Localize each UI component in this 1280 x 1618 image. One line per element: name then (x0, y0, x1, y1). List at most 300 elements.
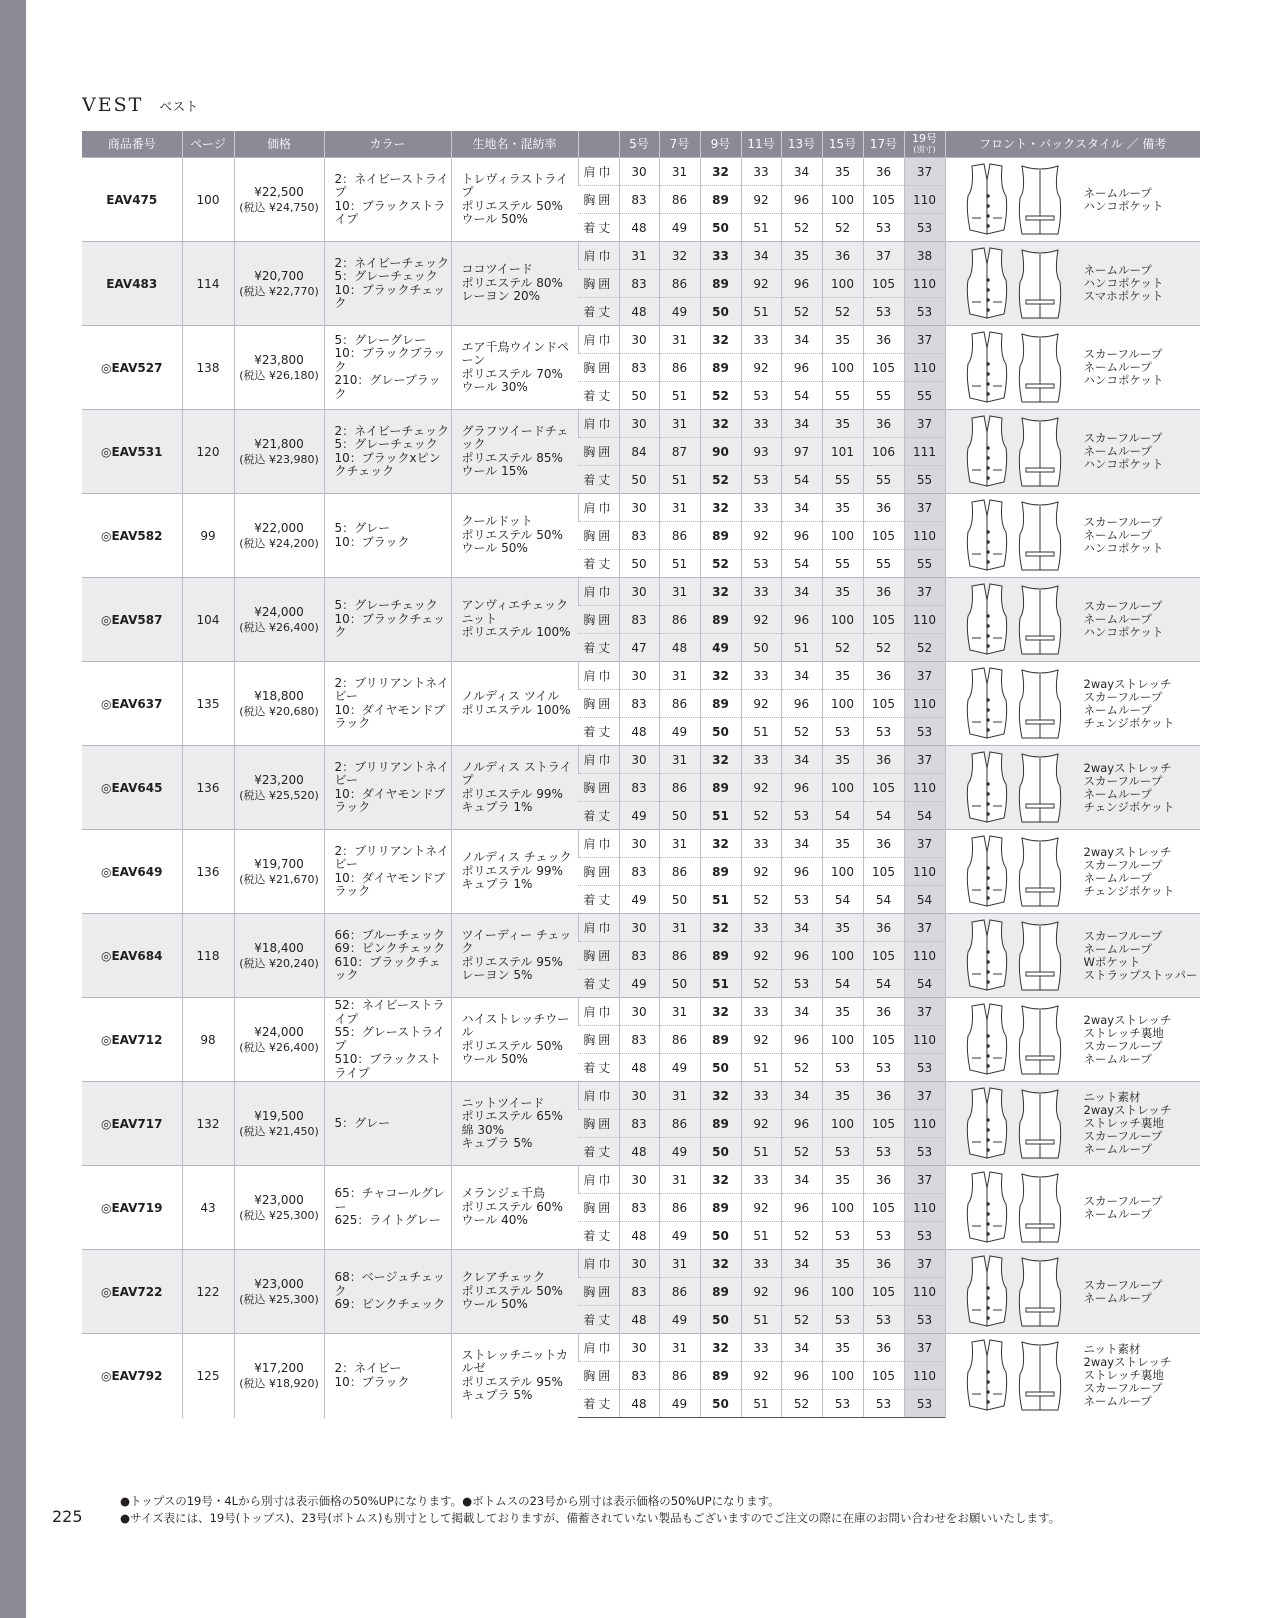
vest-drawing-icon (958, 580, 1068, 660)
size-value: 37 (904, 746, 945, 774)
fabric-item: クレアチェック (461, 1270, 546, 1285)
fabric-item: グラフツイードチェック (461, 423, 569, 451)
size-value: 30 (619, 998, 659, 1026)
size-value: 105 (863, 270, 904, 298)
vest-drawing-icon (958, 748, 1068, 828)
size-value: 34 (781, 326, 822, 354)
catalog-page: 138 (182, 326, 234, 410)
measure-label: 肩巾 (578, 830, 619, 858)
fabric-item: ノルディス チェック (461, 850, 572, 865)
catalog-page: 136 (182, 830, 234, 914)
style-cell (945, 914, 1200, 998)
size-value: 86 (659, 1110, 700, 1138)
notes-list (1068, 1343, 1172, 1408)
size-value: 49 (659, 298, 700, 326)
style-cell (945, 1250, 1200, 1334)
size-value: 55 (904, 550, 945, 578)
color-item: 5：グレーチェック (334, 437, 438, 451)
price-cell (234, 998, 324, 1082)
size-value: 53 (781, 802, 822, 830)
size-value: 110 (904, 942, 945, 970)
note-item: ネームループ (1083, 185, 1152, 200)
vest-drawing-icon (958, 496, 1068, 576)
measure-label: 肩巾 (578, 410, 619, 438)
notes-list (1068, 187, 1164, 213)
size-value: 53 (863, 1054, 904, 1082)
size-value: 105 (863, 522, 904, 550)
price-cell (234, 1334, 324, 1418)
fabric-list (451, 158, 578, 242)
fabric-item: ノルディス ツイル (461, 689, 560, 703)
size-value: 54 (904, 970, 945, 998)
size-value: 52 (822, 298, 863, 326)
size-value: 30 (619, 1250, 659, 1278)
size-value: 89 (700, 1278, 741, 1306)
product-code: ◎EAV531 (82, 410, 182, 494)
size-value: 49 (659, 214, 700, 242)
size-value: 51 (741, 214, 781, 242)
color-item: 5：グレー (334, 1115, 391, 1130)
size-value: 48 (619, 1054, 659, 1082)
size-value: 34 (781, 158, 822, 186)
size-value: 31 (659, 494, 700, 522)
fabric-list (451, 998, 578, 1082)
note-item: スカーフループ (1083, 599, 1163, 613)
color-list (324, 1082, 451, 1166)
size-value: 54 (781, 382, 822, 410)
price-cell (234, 578, 324, 662)
size-value: 92 (741, 774, 781, 802)
price-cell (234, 1250, 324, 1334)
size-value: 110 (904, 1026, 945, 1054)
size-value: 36 (863, 1250, 904, 1278)
size-value: 105 (863, 606, 904, 634)
size-value: 35 (822, 662, 863, 690)
header-size-5: 5号 (619, 131, 659, 158)
size-value: 53 (863, 1306, 904, 1334)
price: ¥22,000 (254, 520, 304, 535)
size-value: 30 (619, 326, 659, 354)
size-value: 32 (700, 494, 741, 522)
measure-label: 着丈 (578, 466, 619, 494)
price-cell (234, 326, 324, 410)
color-list (324, 410, 451, 494)
style-cell (945, 1334, 1200, 1418)
measure-label: 着丈 (578, 634, 619, 662)
note-item: ネームループ (1083, 870, 1152, 885)
color-list (324, 494, 451, 578)
fabric-item: ココツイード (461, 262, 533, 277)
style-cell (945, 1166, 1200, 1250)
size-value: 33 (741, 1166, 781, 1194)
size-value: 53 (741, 466, 781, 494)
color-item: 5：グレー (334, 521, 391, 535)
table-row (82, 242, 1200, 270)
product-code: ◎EAV792 (82, 1334, 182, 1418)
measure-label: 肩巾 (578, 494, 619, 522)
size-value: 86 (659, 690, 700, 718)
size-value: 31 (659, 578, 700, 606)
size-value: 32 (700, 830, 741, 858)
size-value: 100 (822, 1278, 863, 1306)
style-cell (945, 578, 1200, 662)
size-value: 34 (781, 746, 822, 774)
size-value: 33 (741, 326, 781, 354)
size-value: 52 (700, 466, 741, 494)
size-value: 52 (741, 802, 781, 830)
measure-label: 胸囲 (578, 1362, 619, 1390)
size-value: 89 (700, 942, 741, 970)
color-item: 10：ブラックチェック (334, 282, 446, 310)
product-block (82, 1082, 1200, 1166)
fabric-item: アンヴィエチェックニット (461, 598, 568, 626)
price-cell (234, 494, 324, 578)
notes-list (1068, 432, 1164, 471)
note-item: スカーフループ (1083, 1038, 1163, 1053)
page-title (82, 94, 198, 116)
color-item: 10：ダイヤモンドブラック (334, 870, 446, 898)
size-value: 89 (700, 858, 741, 886)
size-value: 89 (700, 690, 741, 718)
fabric-item: ポリエステル 50% (461, 1283, 563, 1298)
fabric-item: キュプラ 5% (461, 1136, 533, 1150)
size-value: 86 (659, 522, 700, 550)
measure-label: 肩巾 (578, 998, 619, 1026)
color-item: 2：ブリリアントネイビー (334, 675, 449, 703)
notes-list (1068, 1195, 1163, 1221)
size-value: 53 (781, 970, 822, 998)
size-value: 36 (863, 1334, 904, 1362)
footnote-1: ●トップスの19号・4Lから別寸は表示価格の50%UPになります。●ボトムスの23号から別寸は表示価格の50%UPになります。 (120, 1494, 780, 1508)
size-value: 83 (619, 1362, 659, 1390)
size-value: 30 (619, 1334, 659, 1362)
note-item: 2wayストレッチ (1083, 844, 1172, 859)
size-value: 34 (781, 1250, 822, 1278)
product-block (82, 578, 1200, 662)
fabric-item: ポリエステル 85% (461, 450, 563, 465)
size-value: 52 (781, 298, 822, 326)
size-value: 55 (863, 382, 904, 410)
measure-label: 着丈 (578, 1138, 619, 1166)
size-value: 100 (822, 942, 863, 970)
size-value: 52 (822, 634, 863, 662)
size-value: 96 (781, 942, 822, 970)
size-value: 55 (863, 466, 904, 494)
size-value: 53 (863, 1390, 904, 1418)
size-value: 96 (781, 774, 822, 802)
fabric-list (451, 494, 578, 578)
catalog-page: 98 (182, 998, 234, 1082)
size-value: 96 (781, 1110, 822, 1138)
size-value: 105 (863, 1194, 904, 1222)
table-row (82, 1082, 1200, 1110)
fabric-list (451, 410, 578, 494)
color-item: 10：ブラック (334, 1374, 410, 1389)
table-row (82, 830, 1200, 858)
product-block (82, 998, 1200, 1082)
size-value: 31 (659, 1250, 700, 1278)
size-value: 48 (659, 634, 700, 662)
measure-label: 肩巾 (578, 326, 619, 354)
fabric-item: キュプラ 5% (461, 1388, 533, 1403)
fabric-item: ウール 50% (461, 541, 528, 556)
measure-label: 胸囲 (578, 1278, 619, 1306)
measure-label: 着丈 (578, 1054, 619, 1082)
size-value: 92 (741, 1194, 781, 1222)
vest-drawing-icon (958, 412, 1068, 492)
size-value: 51 (741, 1222, 781, 1250)
header-fabric: 生地名・混紡率 (451, 131, 578, 158)
size-value: 55 (822, 466, 863, 494)
size-value: 54 (822, 970, 863, 998)
table-row (82, 1334, 1200, 1362)
fabric-item: ポリエステル 65% (461, 1109, 563, 1123)
note-item: ニット素材 (1083, 1090, 1141, 1104)
notes-list (1068, 600, 1164, 639)
note-item: ネームループ (1083, 941, 1152, 956)
size-value: 50 (700, 298, 741, 326)
size-value: 50 (700, 718, 741, 746)
measure-label: 着丈 (578, 550, 619, 578)
size-value: 100 (822, 1362, 863, 1390)
size-value: 32 (700, 662, 741, 690)
price: ¥21,800 (254, 436, 304, 451)
fabric-item: ウール 50% (461, 212, 528, 226)
size-value: 96 (781, 606, 822, 634)
size-value: 52 (781, 1306, 822, 1334)
vest-drawing-icon (958, 160, 1068, 240)
price: ¥22,500 (254, 184, 304, 199)
fabric-item: ポリエステル 50% (461, 527, 563, 542)
fabric-item: キュプラ 1% (461, 800, 533, 814)
fabric-item: クールドット (461, 514, 533, 529)
size-value: 50 (619, 466, 659, 494)
size-value: 52 (781, 1138, 822, 1166)
size-value: 35 (822, 158, 863, 186)
size-value: 105 (863, 1362, 904, 1390)
size-value: 51 (741, 1138, 781, 1166)
price: ¥23,200 (254, 772, 304, 787)
size-value: 86 (659, 1362, 700, 1390)
size-value: 37 (904, 998, 945, 1026)
size-value: 110 (904, 1278, 945, 1306)
size-value: 53 (822, 1390, 863, 1418)
price-with-tax: (税込 ¥26,400) (239, 620, 319, 634)
size-value: 50 (659, 802, 700, 830)
note-item: ネームループ (1083, 360, 1152, 374)
table-row (82, 494, 1200, 522)
fabric-item: トレヴィラストライプ (461, 171, 569, 199)
price: ¥24,000 (254, 1024, 304, 1039)
product-block (82, 242, 1200, 326)
price-cell (234, 1082, 324, 1166)
product-block (82, 1166, 1200, 1250)
size-value: 34 (781, 830, 822, 858)
color-item: 2：ブリリアントネイビー (334, 843, 449, 871)
color-item: 610：ブラックチェック (334, 954, 441, 982)
size-value: 32 (700, 1250, 741, 1278)
vest-drawing-icon (958, 1000, 1068, 1080)
price: ¥19,700 (254, 856, 304, 871)
product-code: ◎EAV649 (82, 830, 182, 914)
size-value: 53 (822, 1054, 863, 1082)
price: ¥18,800 (254, 688, 304, 703)
color-item: 2：ネイビーチェック (334, 255, 450, 270)
size-value: 31 (659, 662, 700, 690)
size-value: 53 (741, 550, 781, 578)
product-block (82, 830, 1200, 914)
color-list (324, 746, 451, 830)
size-value: 31 (659, 326, 700, 354)
size-value: 35 (822, 998, 863, 1026)
product-code: EAV483 (82, 242, 182, 326)
fabric-item: ポリエステル 80% (461, 275, 563, 290)
note-item: ハンコポケット (1083, 373, 1164, 387)
product-code: ◎EAV717 (82, 1082, 182, 1166)
size-value: 33 (741, 998, 781, 1026)
size-value: 105 (863, 1278, 904, 1306)
vest-drawing-icon (958, 328, 1068, 408)
price-cell (234, 830, 324, 914)
fabric-item: ポリエステル 100% (461, 702, 571, 717)
price-cell (234, 662, 324, 746)
measure-label: 胸囲 (578, 186, 619, 214)
size-value: 35 (822, 1166, 863, 1194)
price: ¥23,800 (254, 352, 304, 367)
color-item: 2：ネイビー (334, 1361, 402, 1376)
size-value: 55 (822, 550, 863, 578)
product-block (82, 1250, 1200, 1334)
size-value: 83 (619, 690, 659, 718)
size-value: 54 (822, 802, 863, 830)
note-item: スカーフループ (1083, 689, 1163, 704)
color-item: 69：ピンクチェック (334, 1297, 446, 1312)
footnote-2: ●サイズ表には、19号(トップス)、23号(ボトムス)も別寸として掲載しておりますが、備蓄されていない製品もございますのでご注文の際に在庫のお問い合わせをお願いいたします。 (120, 1511, 1061, 1525)
catalog-page: 122 (182, 1250, 234, 1334)
note-item: ストレッチ裏地 (1083, 1368, 1164, 1383)
fabric-item: ストレッチニットカルゼ (461, 1347, 569, 1376)
note-item: チェンジポケット (1083, 799, 1175, 814)
size-value: 48 (619, 718, 659, 746)
measure-label: 肩巾 (578, 1250, 619, 1278)
size-value: 37 (904, 1334, 945, 1362)
product-code: ◎EAV645 (82, 746, 182, 830)
size-value: 36 (863, 410, 904, 438)
measure-label: 胸囲 (578, 438, 619, 466)
size-value: 110 (904, 186, 945, 214)
price-with-tax: (税込 ¥21,670) (239, 872, 319, 886)
price: ¥18,400 (254, 940, 304, 955)
size-value: 32 (700, 1334, 741, 1362)
color-item: 2：ネイビーストライプ (334, 171, 449, 199)
size-value: 35 (822, 1334, 863, 1362)
size-value: 84 (619, 438, 659, 466)
size-value: 53 (904, 718, 945, 746)
size-value: 50 (619, 550, 659, 578)
size-value: 100 (822, 858, 863, 886)
notes-list (1068, 348, 1164, 387)
price-cell (234, 410, 324, 494)
size-value: 89 (700, 186, 741, 214)
size-value: 34 (781, 1166, 822, 1194)
size-value: 110 (904, 354, 945, 382)
size-value: 38 (904, 242, 945, 270)
catalog-page: 120 (182, 410, 234, 494)
size-value: 36 (863, 158, 904, 186)
size-value: 83 (619, 774, 659, 802)
price-with-tax: (税込 ¥22,770) (239, 284, 319, 298)
size-value: 83 (619, 1110, 659, 1138)
note-item: ネームループ (1083, 444, 1152, 458)
size-value: 52 (863, 634, 904, 662)
size-value: 55 (904, 382, 945, 410)
fabric-list (451, 830, 578, 914)
size-value: 97 (781, 438, 822, 466)
size-value: 36 (822, 242, 863, 270)
size-value: 53 (781, 886, 822, 914)
size-value: 35 (781, 242, 822, 270)
style-cell (945, 242, 1200, 326)
measure-label: 着丈 (578, 718, 619, 746)
size-value: 52 (781, 1054, 822, 1082)
size-value: 86 (659, 1194, 700, 1222)
size-value: 83 (619, 942, 659, 970)
size-value: 53 (863, 718, 904, 746)
size-value: 105 (863, 858, 904, 886)
size-value: 49 (659, 1054, 700, 1082)
measure-label: 肩巾 (578, 662, 619, 690)
size-value: 51 (659, 382, 700, 410)
size-value: 96 (781, 522, 822, 550)
color-list (324, 662, 451, 746)
fabric-item: ポリエステル 100% (461, 625, 571, 640)
measure-label: 着丈 (578, 214, 619, 242)
size-value: 86 (659, 774, 700, 802)
size-value: 53 (904, 1222, 945, 1250)
note-item: ネームループ (1083, 263, 1152, 277)
size-value: 89 (700, 354, 741, 382)
note-item: ハンコポケット (1083, 541, 1164, 555)
size-value: 34 (781, 914, 822, 942)
product-block (82, 410, 1200, 494)
size-value: 34 (781, 494, 822, 522)
measure-label: 胸囲 (578, 270, 619, 298)
size-value: 31 (659, 158, 700, 186)
size-value: 51 (700, 802, 741, 830)
size-value: 54 (781, 466, 822, 494)
color-item: 5：グレーグレー (334, 332, 427, 347)
size-value: 37 (904, 1166, 945, 1194)
notes-list (1068, 762, 1175, 814)
note-item: ネームループ (1083, 528, 1152, 542)
size-value: 96 (781, 354, 822, 382)
fabric-item: ウール 40% (461, 1213, 528, 1228)
size-value: 86 (659, 354, 700, 382)
size-value: 51 (741, 1390, 781, 1418)
size-value: 36 (863, 1166, 904, 1194)
color-list (324, 1334, 451, 1418)
price-with-tax: (税込 ¥21,450) (239, 1124, 319, 1138)
size-value: 92 (741, 606, 781, 634)
size-value: 37 (904, 578, 945, 606)
note-item: ネームループ (1083, 1206, 1152, 1221)
measure-label: 胸囲 (578, 522, 619, 550)
size-value: 50 (700, 214, 741, 242)
product-block (82, 914, 1200, 998)
size-value: 89 (700, 1194, 741, 1222)
size-value: 49 (659, 1390, 700, 1418)
measure-label: 着丈 (578, 298, 619, 326)
